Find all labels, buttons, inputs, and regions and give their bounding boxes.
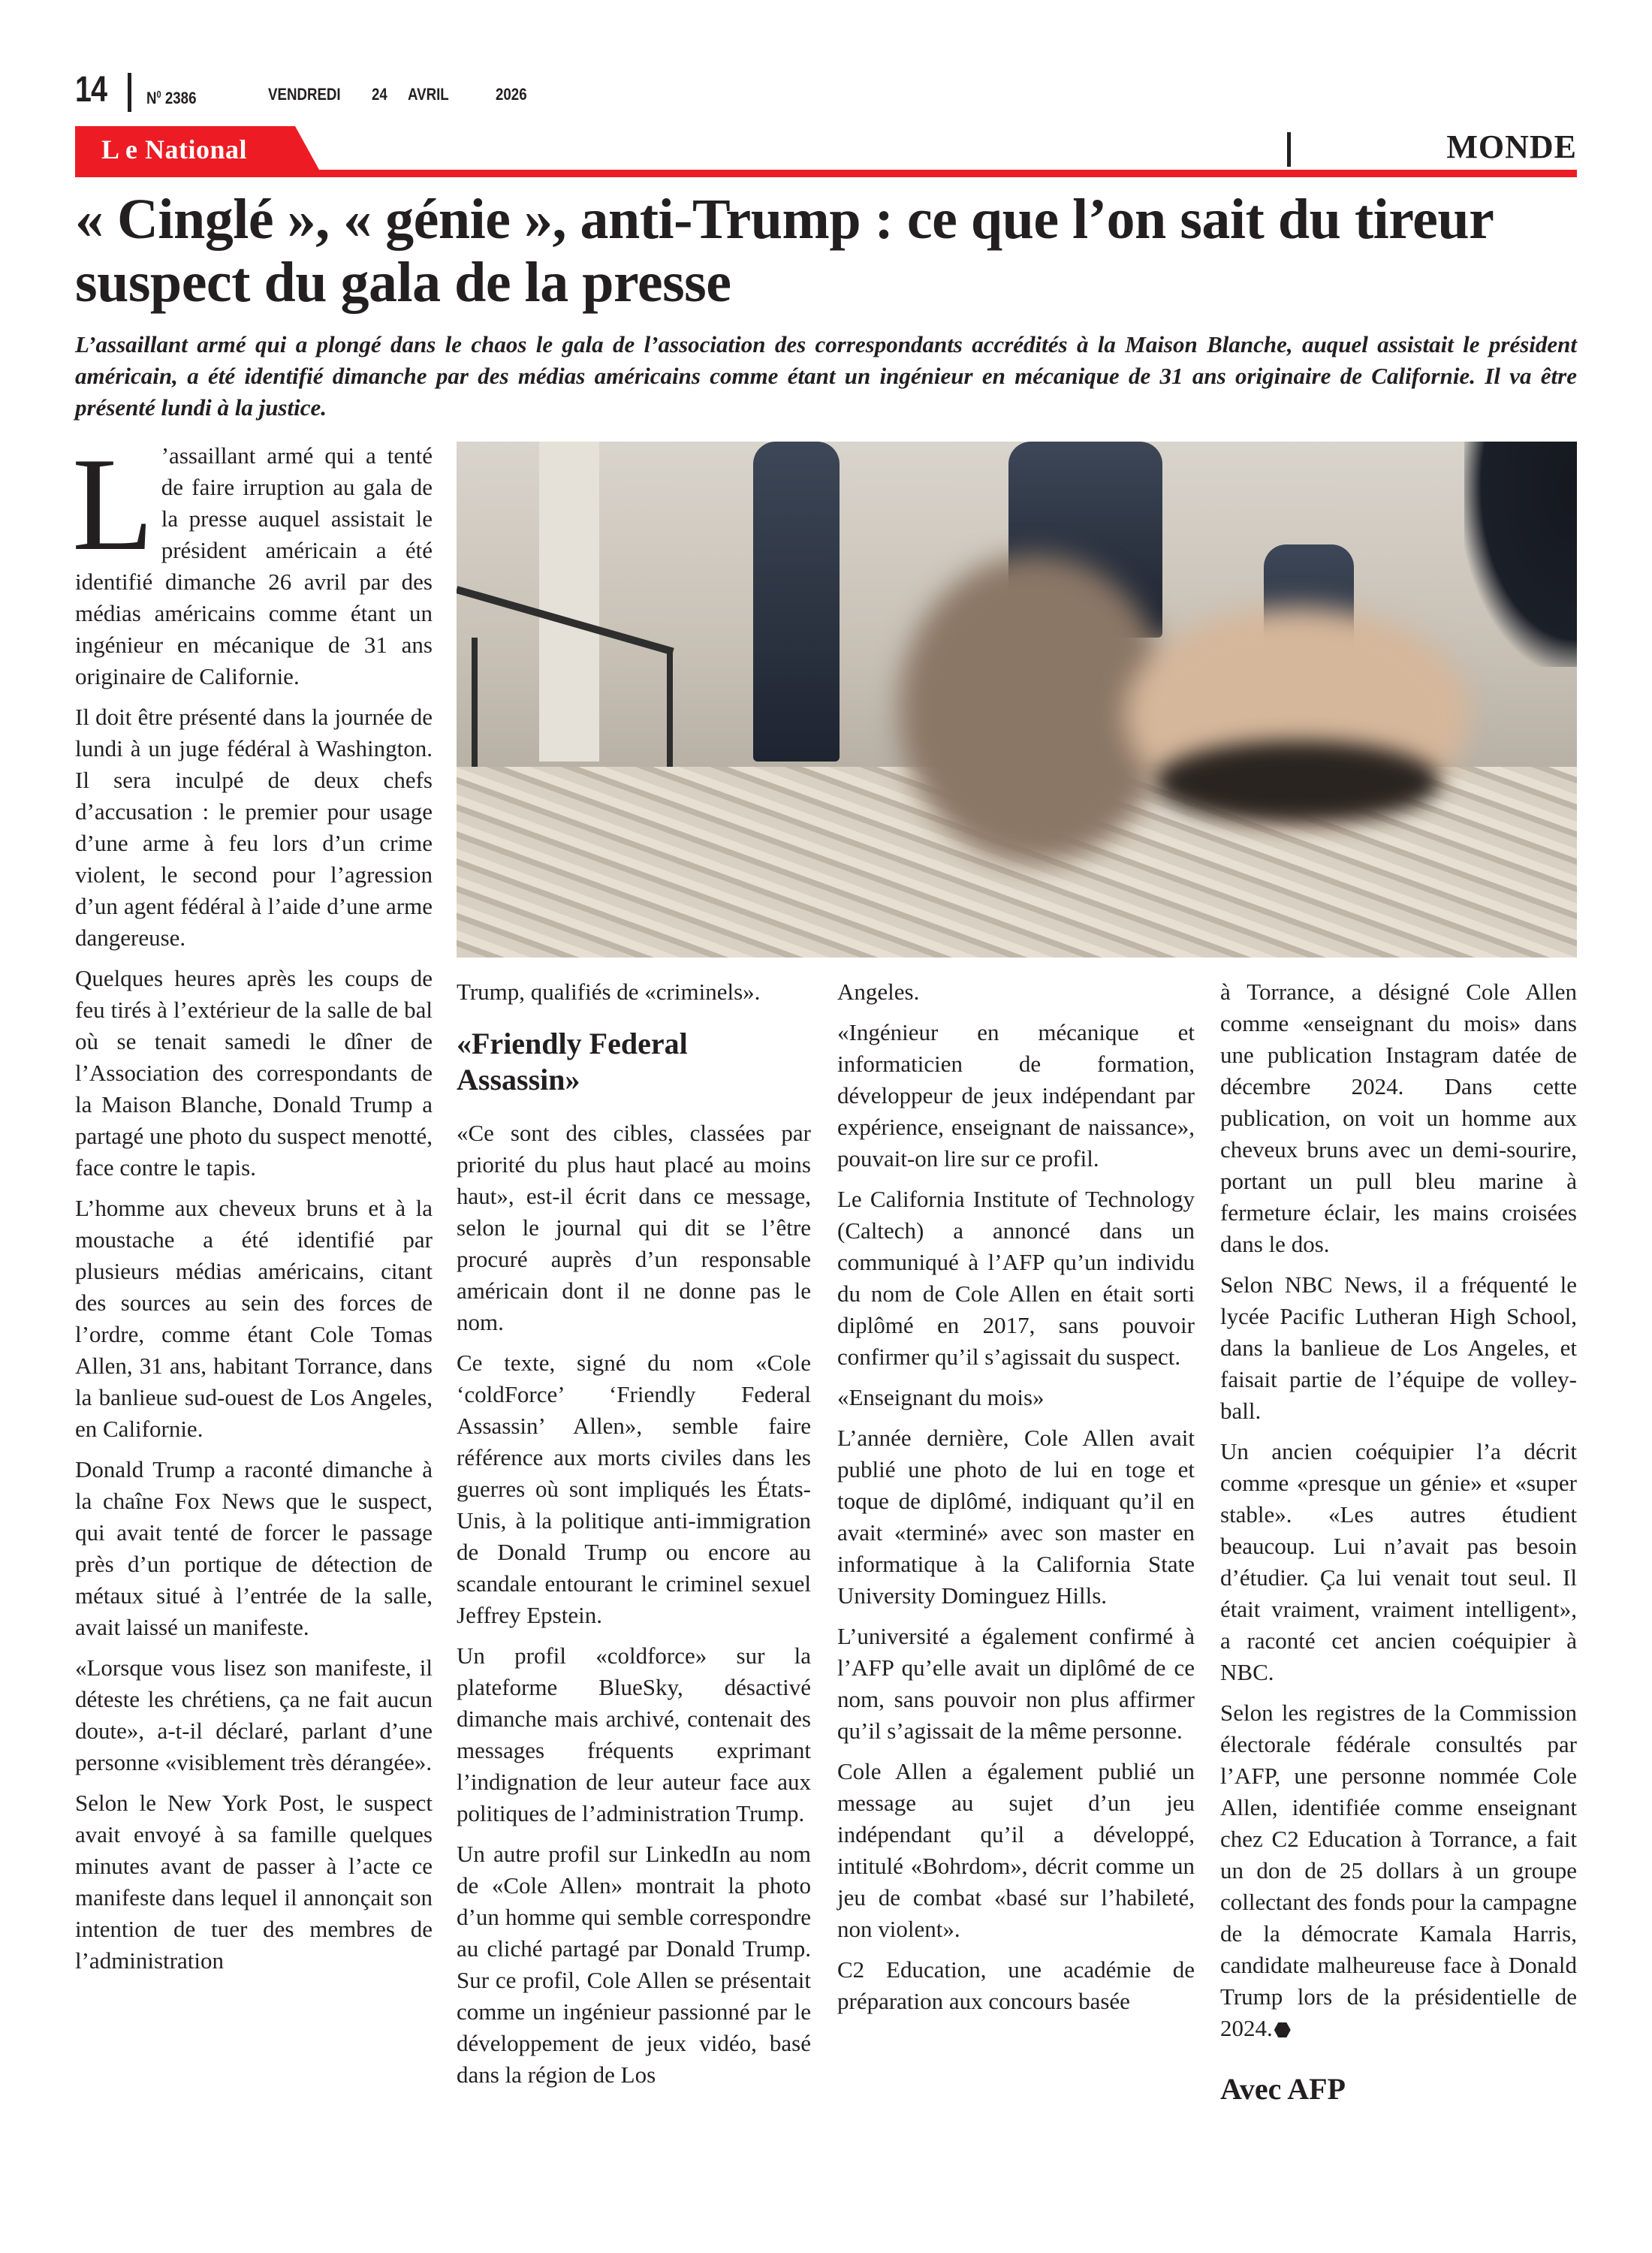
issue-sup: 0 — [156, 89, 161, 100]
paragraph: «Lorsque vous lisez son manifeste, il déteste les chrétiens, ça ne fait aucun doute», a-t-il déclaré, parlant d’une personne «visiblement très dérangée». — [75, 1654, 433, 1775]
paragraph: L’année dernière, Cole Allen avait publié une photo de lui en toge et toque de diplômé, indiquant qu’il en avait «terminé» avec son master en informatique à la California State University Dominguez Hills. — [837, 1425, 1195, 1609]
paragraph: Cole Allen a également publié un message au sujet d’un jeu indépendant qu’il a développé, intitulé «Bohrdom», décrit comme un jeu de combat «basé sur l’habileté, non violent». — [837, 1758, 1195, 1942]
date-day: 24 — [372, 85, 387, 104]
paragraph: Donald Trump a raconté dimanche à la chaîne Fox News que le suspect, qui avait tenté de forcer le passage près d’un portique de détection de métaux situé à l’entrée de la salle, avait laissé un manifeste. — [75, 1456, 433, 1640]
paragraph: L ’assaillant armé qui a tenté de faire irruption au gala de la presse auquel assistait le président américain a été identifié dimanche 26 avril par des médias américains comme étant un ingénieur en mécanique de 31 ans originaire de Californie. — [72, 430, 433, 689]
date-weekday: VENDREDI — [268, 85, 341, 104]
paragraph-continuation: Angeles. — [837, 979, 920, 1005]
paragraph: Il doit être présenté dans la journée de lundi à un juge fédéral à Washington. Il sera inculpé de deux chefs d’accusation : le premier pour usage d’une arme à feu lors d’un crime violent, le second pour l’agression d’un agent fédéral à l’aide d’une arme dangereuse. — [75, 704, 433, 951]
paragraph: Ce texte, signé du nom «Cole ‘coldForce’ ‘Friendly Federal Assassin’ Allen», semble faire référence aux morts civiles dans les guerres où sont impliqués les États-Unis, à la politique anti-immigration de Donald Trump ou encore au scandale entourant le criminel sexuel Jeffrey Epstein. — [457, 1350, 811, 1628]
date-year: 2026 — [496, 85, 527, 104]
photo-pillar — [539, 442, 599, 762]
column-3 — [837, 976, 1195, 2026]
drop-cap: L — [72, 430, 154, 578]
paragraph: Selon NBC News, il a fréquenté le lycée Pacific Lutheran High School, dans la banlieue de Los Angeles, et faisait partie de l’équipe de volley-ball. — [1220, 1271, 1577, 1424]
paragraph: C2 Education, une académie de préparation aux concours basée — [837, 1956, 1195, 2014]
page-number: 14 — [75, 70, 107, 110]
article-lead: L’assaillant armé qui a plongé dans le chaos le gala de l’association des correspondants accrédités à la Maison Blanche, auquel assistait le président américain, a été identifié dimanche par des médias américains comme étant un ingénieur en mécanique de 31 ans originaire de Californie. Il va être présenté lundi à la justice. — [75, 331, 1577, 421]
paragraph: Selon le New York Post, le suspect avait envoyé à sa famille quelques minutes avant de passer à l’acte ce manifeste dans lequel il annonçait son intention de tuer des membres de l’administration — [75, 1790, 433, 1974]
section-label: MONDE — [1446, 128, 1577, 165]
issue-number — [146, 85, 196, 108]
masthead-band — [75, 126, 1577, 179]
paragraph: Le California Institute of Technology (Caltech) a annoncé dans un communiqué à l’AFP qu’un individu du nom de Cole Allen en était sorti diplômé en 2017, sans pouvoir confirmer qu’il s’agissait du suspect. — [837, 1186, 1195, 1370]
paragraph: L’homme aux cheveux bruns et à la moustache a été identifié par plusieurs médias américains, citant des sources au sein des forces de l’ordre, comme étant Cole Tomas Allen, 31 ans, habitant Torrance, dans la banlieue sud-ouest de Los Angeles, en Californie. — [75, 1195, 433, 1442]
paper-name-logo: L e National — [101, 134, 248, 164]
paragraph: Selon les registres de la Commission électorale fédérale consultés par l’AFP, une personne nommée Cole Allen, identifiée comme enseignant chez C2 Education à Torrance, a fait un don de 25 dollars à un groupe collectant des fonds pour la campagne de la démocrate Kamala Harris, candidate malheureuse face à Donald Trump lors de la présidentielle de 2024. — [1220, 1700, 1577, 2041]
paragraph: à Torrance, a désigné Cole Allen comme «enseignant du mois» dans une publication Instagram datée de décembre 2024. Dans cette publication, on voit un homme aux cheveux bruns avec un demi-sourire, portant un pull bleu marine à fermeture éclair, les mains croisées dans le dos. — [1220, 979, 1577, 1257]
paragraph: Un ancien coéquipier l’a décrit comme «presque un génie» et «super stable». «Les autres étudient beaucoup. Lui n’avait pas besoin d’étudier. Ça lui venait tout seul. Il était vraiment, vraiment intelligent», a raconté cet ancien coéquipier à NBC. — [1220, 1438, 1577, 1685]
section-divider — [1287, 132, 1291, 167]
folio-divider — [128, 73, 131, 112]
paragraph: Un autre profil sur LinkedIn au nom de «Cole Allen» montrait la photo d’un homme qui semble correspondre au cliché partagé par Donald Trump. Sur ce profil, Cole Allen se présentait comme un ingénieur passionné par le développement de jeux vidéo, basé dans la région de Los — [457, 1841, 811, 2088]
subheading: «Enseignant du mois» — [837, 1384, 1045, 1410]
byline: Avec AFP — [1220, 2072, 1346, 2106]
photo-railing-post — [472, 638, 478, 772]
hexagon-end-mark-icon — [1274, 2022, 1291, 2037]
paragraph-continuation: Trump, qualifiés de «criminels». — [457, 979, 761, 1005]
column-4 — [1220, 976, 1577, 2107]
paragraph: L’université a également confirmé à l’AFP qu’elle avait un diplômé de ce nom, sans pouvoir non plus affirmer qu’il s’agissait de la même personne. — [837, 1623, 1195, 1744]
paragraph: «Ce sont des cibles, classées par priorité du plus haut placé au moins haut», est-il écrit dans ce message, selon le journal qui dit se l’être procuré auprès d’un responsable américain dont il ne donne pas le nom. — [457, 1120, 811, 1335]
photo-railing-post — [667, 648, 673, 772]
subheading: «Friendly Federal Assassin» — [457, 1027, 688, 1096]
article-photo — [457, 442, 1577, 958]
paragraph: Quelques heures après les coups de feu tirés à l’extérieur de la salle de bal où se tenait samedi le dîner de l’Association des correspondants de la Maison Blanche, Donald Trump a partagé une photo du suspect menotté, face contre le tapis. — [75, 965, 433, 1181]
column-1 — [72, 430, 433, 1986]
photo-shadow — [1464, 442, 1577, 667]
article-headline: « Cinglé », « génie », anti-Trump : ce que l’on sait du tireur suspect du gala de la presse — [75, 188, 1493, 314]
photo-officer — [753, 442, 840, 762]
issue-label: N — [146, 89, 157, 107]
paragraph: «Ingénieur en mécanique et informaticien de formation, développeur de jeux indépendant par expérience, enseignant de naissance», pouvait-on lire sur ce profil. — [837, 1019, 1195, 1172]
photo-shadow-floor — [1155, 740, 1440, 823]
column-2 — [457, 976, 811, 2100]
issue-value: 2386 — [164, 89, 197, 107]
date-month: AVRIL — [408, 85, 449, 104]
paragraph: Un profil «coldforce» sur la plateforme BlueSky, désactivé dimanche mais archivé, contenait des messages fréquents exprimant l’indignation de leur auteur face aux politiques de l’administration Trump. — [457, 1642, 811, 1826]
masthead-band-shape — [75, 126, 1577, 179]
